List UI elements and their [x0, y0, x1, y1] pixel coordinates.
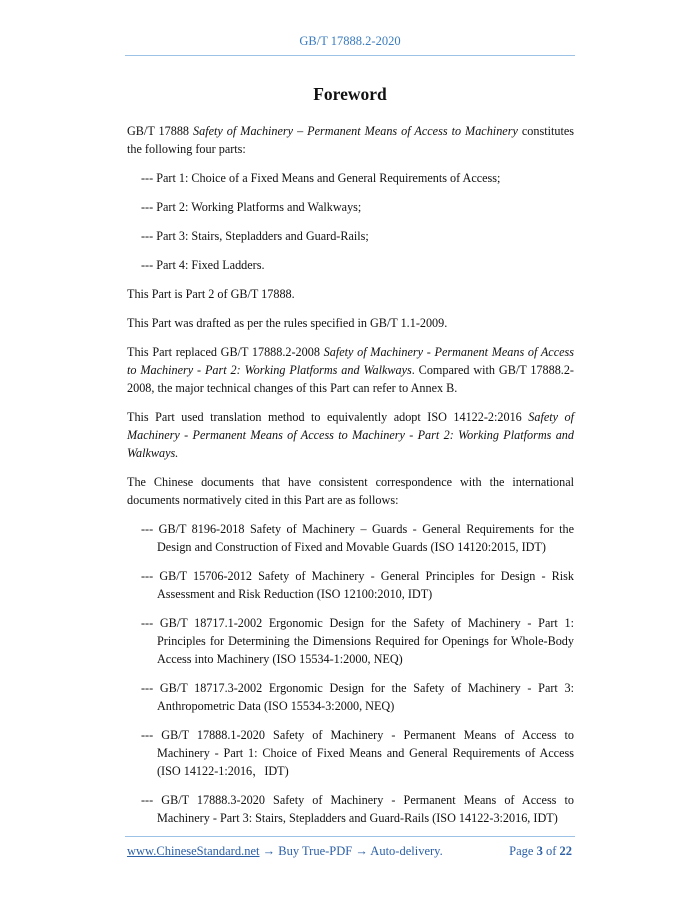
page-indicator: [509, 844, 572, 859]
footer-divider: [125, 836, 575, 837]
header-divider: [125, 55, 575, 56]
part-item: --- Part 4: Fixed Ladders.: [141, 258, 265, 272]
promo-text: → Buy True-PDF → Auto-delivery.: [259, 844, 443, 858]
page-footer: [127, 844, 575, 859]
part-item: --- Part 3: Stairs, Stepladders and Guard-Rails;: [141, 229, 369, 243]
reference-item: --- GB/T 18717.1-2002 Ergonomic Design for the Safety of Machinery - Part 1: Principles for Determining the Dimensions Required for Openings for Whole-Body Access into Machinery (ISO 15534-1:2000, NEQ): [141, 616, 574, 666]
running-header: GB/T 17888.2-2020: [299, 34, 401, 48]
intro-code: GB/T 17888: [127, 124, 190, 138]
part-item: --- Part 2: Working Platforms and Walkways;: [141, 200, 362, 214]
total-pages: 22: [559, 844, 572, 858]
website-link[interactable]: www.ChineseStandard.net: [127, 844, 260, 858]
current-page: 3: [536, 844, 543, 858]
reference-item: --- GB/T 18717.3-2002 Ergonomic Design for the Safety of Machinery - Part 3: Anthropometric Data (ISO 15534-3:2000, NEQ): [141, 681, 574, 713]
reference-item: --- GB/T 17888.3-2020 Safety of Machinery - Permanent Means of Access to Machinery - Part 3: Stairs, Stepladders and Guard-Rails (ISO 14122-3:2016, IDT): [141, 793, 574, 825]
drafting-statement: This Part was drafted as per the rules specified in GB/T 1.1-2009.: [127, 316, 448, 330]
intro-tail: constitutes the following four parts:: [127, 124, 575, 156]
intro-paragraph: [127, 122, 574, 158]
document-body: [127, 122, 574, 838]
replaced-lead: This Part replaced GB/T 17888.2-2008: [127, 345, 320, 359]
of-word: of: [545, 844, 557, 858]
translation-paragraph: [127, 408, 574, 462]
reference-item: --- GB/T 8196-2018 Safety of Machinery – Guards - General Requirements for the Design and Construction of Fixed and Movable Guards (ISO 14120:2015, IDT): [141, 522, 574, 554]
page-title: Foreword: [313, 84, 387, 104]
translation-title: Safety of Machinery - Permanent Means of Access to Machinery - Part 2: Working Platforms and Walkways.: [127, 410, 575, 460]
part-item: --- Part 1: Choice of a Fixed Means and General Requirements of Access;: [141, 171, 501, 185]
reference-item: --- GB/T 17888.1-2020 Safety of Machinery - Permanent Means of Access to Machinery - Part 1: Choice of Fixed Means and General Requirements of Access (ISO 14122-1:2016，IDT): [141, 728, 574, 778]
replacement-paragraph: [127, 343, 574, 397]
intro-title: Safety of Machinery – Permanent Means of Access to Machinery: [193, 124, 518, 138]
replaced-title: Safety of Machinery - Permanent Means of Access to Machinery - Part 2: Working Platforms and Walkways: [127, 345, 575, 377]
replaced-tail: . Compared with GB/T 17888.2-2008, the major technical changes of this Part can refer to Annex B.: [127, 363, 574, 395]
correspondence-paragraph: The Chinese documents that have consistent correspondence with the international documents normatively cited in this Part are as follows:: [127, 475, 574, 507]
page-word: Page: [509, 844, 534, 858]
reference-item: --- GB/T 15706-2012 Safety of Machinery - General Principles for Design - Risk Assessment and Risk Reduction (ISO 12100:2010, IDT): [141, 569, 574, 601]
translation-lead: This Part used translation method to equivalently adopt ISO 14122-2:2016: [127, 410, 522, 424]
part-statement: This Part is Part 2 of GB/T 17888.: [127, 287, 295, 301]
